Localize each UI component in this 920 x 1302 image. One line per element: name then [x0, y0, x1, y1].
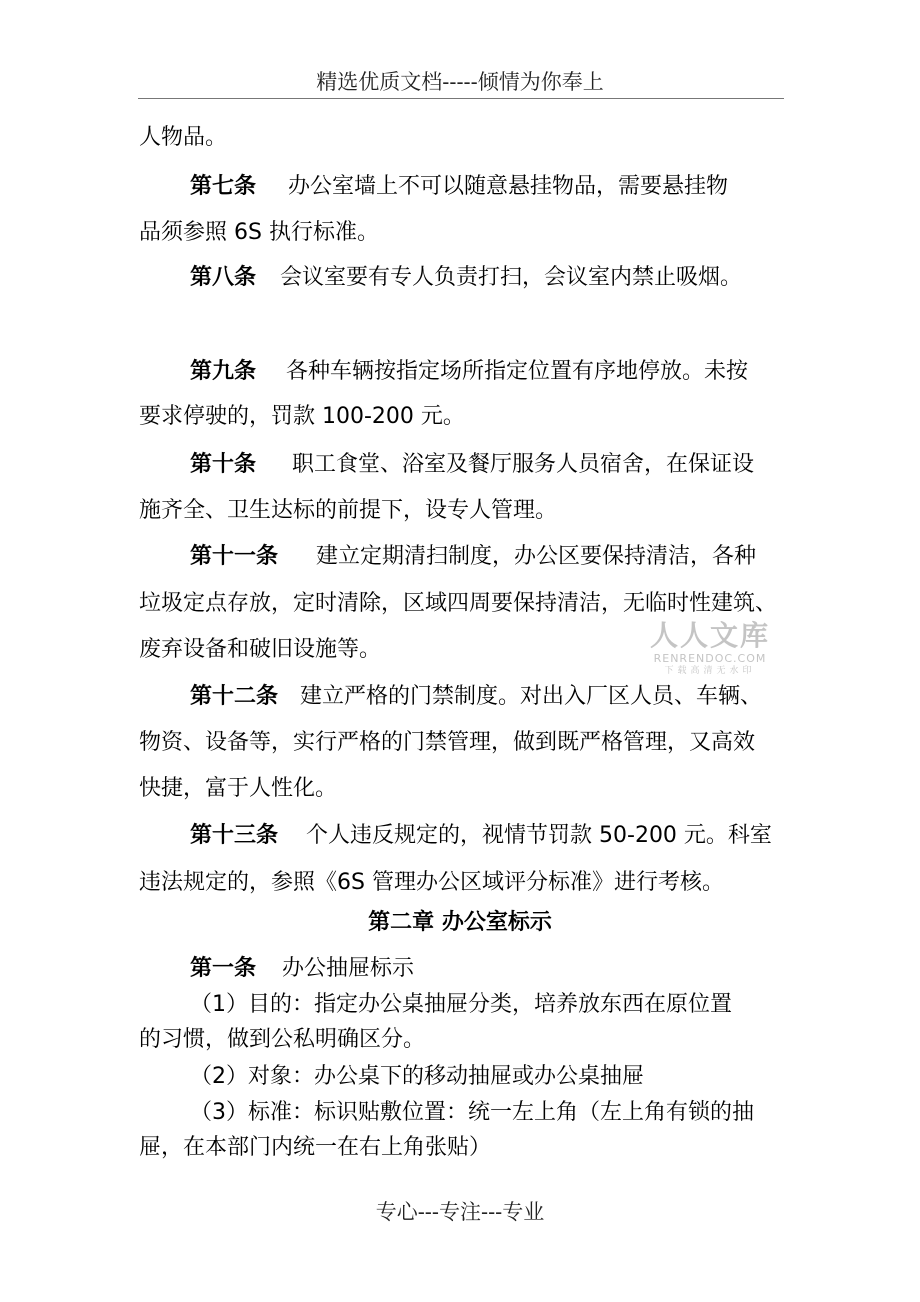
watermark-domain: RENRENDOC.COM: [653, 652, 767, 665]
article-title: 第十三条: [190, 823, 279, 848]
text-line: 施齐全、卫生达标的前提下，设专人管理。: [139, 498, 558, 523]
clause-1: （1）目的：指定办公桌抽屉分类，培养放东西在原位置: [190, 992, 732, 1017]
watermark-tagline: 下载高清无水印: [664, 666, 756, 676]
text-line: 快捷，富于人性化。: [139, 776, 338, 801]
article-text: 建立定期清扫制度，办公区要保持清洁，各种: [316, 544, 757, 569]
text-line: 品须参照 6S 执行标准。: [139, 220, 379, 245]
article-text: 办公抽屉标示: [282, 956, 415, 981]
article-text: 各种车辆按指定场所指定位置有序地停放。未按: [286, 359, 749, 384]
article-text: 建立严格的门禁制度。对出入厂区人员、车辆、: [300, 684, 763, 709]
page-header: 精选优质文档-----倾情为你奉上: [316, 70, 604, 94]
clause-3: （3）标准：标识贴敷位置：统一左上角（左上角有锁的抽: [190, 1100, 754, 1125]
article-title: 第十一条: [190, 544, 279, 569]
article-11: [190, 543, 756, 571]
text-line: 屉，在本部门内统一在右上角张贴）: [139, 1135, 492, 1160]
watermark-title: 人人文库: [649, 619, 770, 652]
clause-2: （2）对象：办公桌下的移动抽屉或办公桌抽屉: [190, 1064, 644, 1089]
article-title: 第七条: [190, 174, 257, 199]
text-line: 物资、设备等，实行严格的门禁管理，做到既严格管理，又高效: [139, 730, 756, 755]
article-text: 职工食堂、浴室及餐厅服务人员宿舍，在保证设: [292, 452, 755, 477]
article-8: [190, 264, 742, 292]
article-10: [190, 451, 754, 479]
text-line: 要求停驶的，罚款 100-200 元。: [139, 404, 465, 429]
article-title: 第一条: [190, 956, 257, 981]
article-text: 会议室要有专人负责打扫，会议室内禁止吸烟。: [280, 265, 743, 290]
text-line: 废弃设备和破旧设施等。: [139, 637, 382, 662]
text-line: 违法规定的，参照《6S 管理办公区域评分标准》进行考核。: [139, 870, 724, 895]
article-13: [190, 822, 772, 850]
article-7: [190, 173, 728, 201]
article-title: 第八条: [190, 265, 257, 290]
text-line: 的习惯，做到公私明确区分。: [139, 1027, 426, 1052]
article-title: 第九条: [190, 359, 257, 384]
chapter-heading: 第二章 办公室标示: [368, 910, 552, 935]
article-9: [190, 358, 748, 386]
article-title: 第十条: [190, 452, 257, 477]
chapter-article-1: [190, 955, 414, 983]
article-text: 办公室墙上不可以随意悬挂物品，需要悬挂物: [288, 174, 729, 199]
article-text: 个人违反规定的，视情节罚款 50-200 元。科室: [306, 823, 772, 848]
text-line: 人物品。: [139, 125, 228, 150]
article-12: [190, 683, 762, 711]
article-title: 第十二条: [190, 684, 279, 709]
page-footer: 专心---专注---专业: [375, 1200, 545, 1224]
text-line: 垃圾定点存放，定时清除，区域四周要保持清洁，无临时性建筑、: [139, 591, 778, 616]
header-divider: [138, 98, 784, 99]
watermark: [640, 620, 780, 677]
